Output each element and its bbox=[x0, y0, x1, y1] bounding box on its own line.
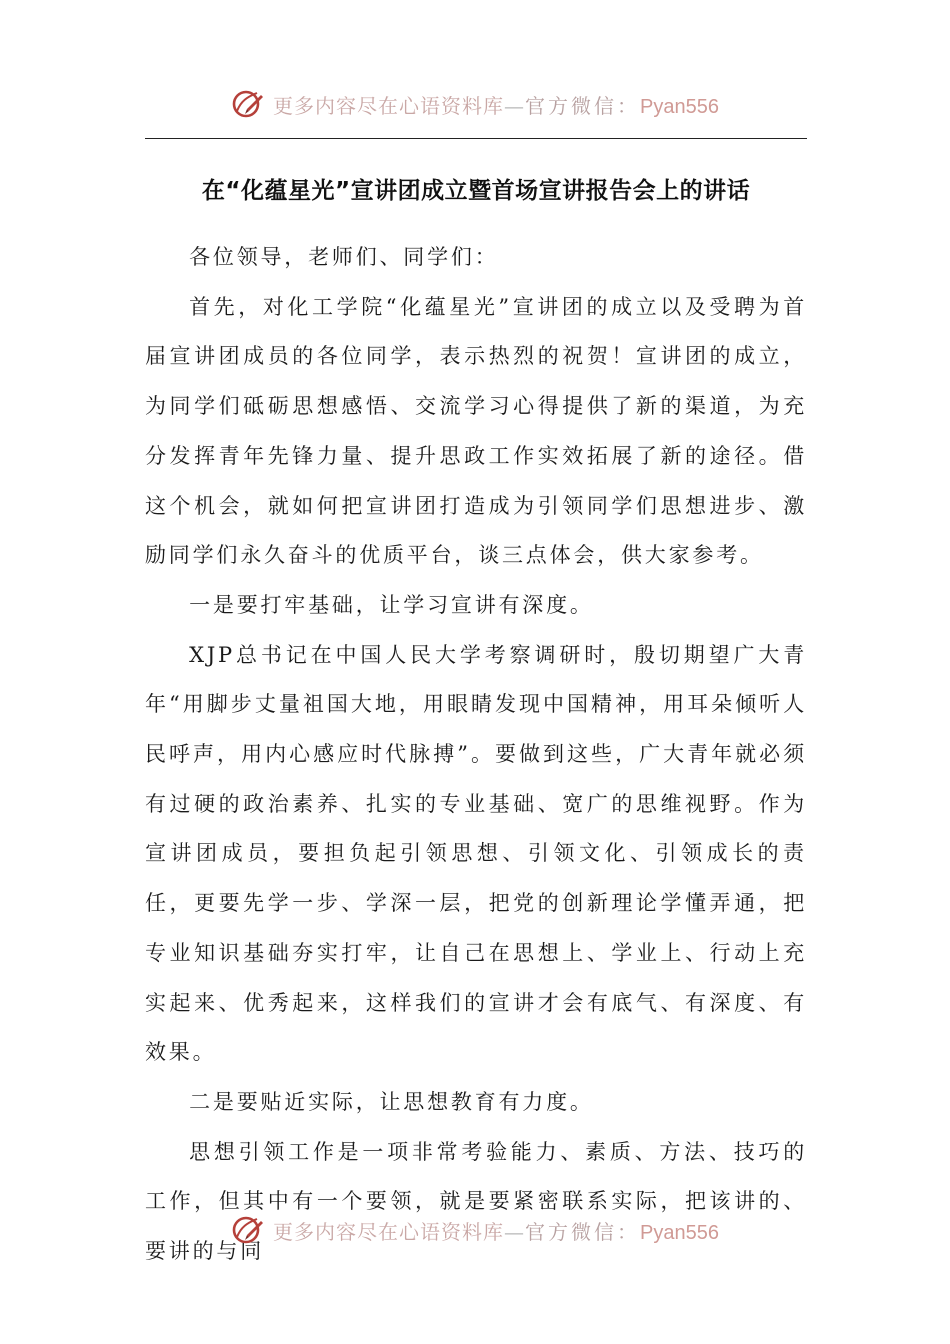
banner-slogan bbox=[273, 90, 719, 119]
paragraph-section-1: XJP总书记在中国人民大学考察调研时，殷切期望广大青年“用脚步丈量祖国大地，用眼睛发现中国精神，用耳朵倾听人民呼声，用内心感应时代脉搏”。要做到这些，广大青年就必须有过硬的政治素养、扎实的专业基础、宽广的思维视野。作为宣讲团成员，要担负起引领思想、引领文化、引领成长的责任，更要先学一步、学深一层，把党的创新理论学懂弄通，把专业知识基础夯实打牢，让自己在思想上、学业上、行动上充实起来、优秀起来，这样我们的宣讲才会有底气、有深度、有效果。 bbox=[145, 642, 807, 1065]
slogan-dash: — bbox=[504, 1219, 526, 1244]
header-divider bbox=[145, 138, 807, 139]
slogan-dash: — bbox=[504, 93, 526, 118]
section-heading-2: 二是要贴近实际，让思想教育有力度。 bbox=[189, 1089, 594, 1114]
paragraph-section-2: 思想引领工作是一项非常考验能力、素质、方法、技巧的工作，但其中有一个要领，就是要紧密联系实际，把该讲的、要讲的与同 bbox=[145, 1139, 807, 1264]
slogan-main: 更多内容尽在心语资料库 bbox=[273, 93, 505, 118]
wechat-label: 官方微信： bbox=[525, 1219, 641, 1244]
slogan-main: 更多内容尽在心语资料库 bbox=[273, 1219, 505, 1244]
header-banner bbox=[0, 82, 950, 126]
paragraph-intro: 首先，对化工学院“化蕴星光”宣讲团的成立以及受聘为首届宣讲团成员的各位同学，表示热烈的祝贺！宣讲团的成立，为同学们砥砺思想感悟、交流学习心得提供了新的渠道，为充分发挥青年先锋力量、提升思政工作实效拓展了新的途径。借这个机会，就如何把宣讲团打造成为引领同学们思想进步、激励同学们永久奋斗的优质平台，谈三点体会，供大家参考。 bbox=[145, 294, 807, 568]
footer-banner bbox=[0, 1208, 950, 1252]
document-body bbox=[145, 233, 807, 1277]
salutation: 各位领导，老师们、同学们： bbox=[189, 245, 499, 269]
document-title: 在“化蕴星光”宣讲团成立暨首场宣讲报告会上的讲话 bbox=[201, 178, 751, 204]
wechat-label: 官方微信： bbox=[525, 93, 641, 118]
pen-logo-icon bbox=[231, 87, 265, 121]
pen-logo-icon bbox=[231, 1213, 265, 1247]
banner-slogan bbox=[273, 1216, 719, 1245]
section-heading-1: 一是要打牢基础，让学习宣讲有深度。 bbox=[189, 592, 594, 617]
wechat-id: Pyan556 bbox=[640, 95, 719, 118]
wechat-id: Pyan556 bbox=[640, 1221, 719, 1244]
